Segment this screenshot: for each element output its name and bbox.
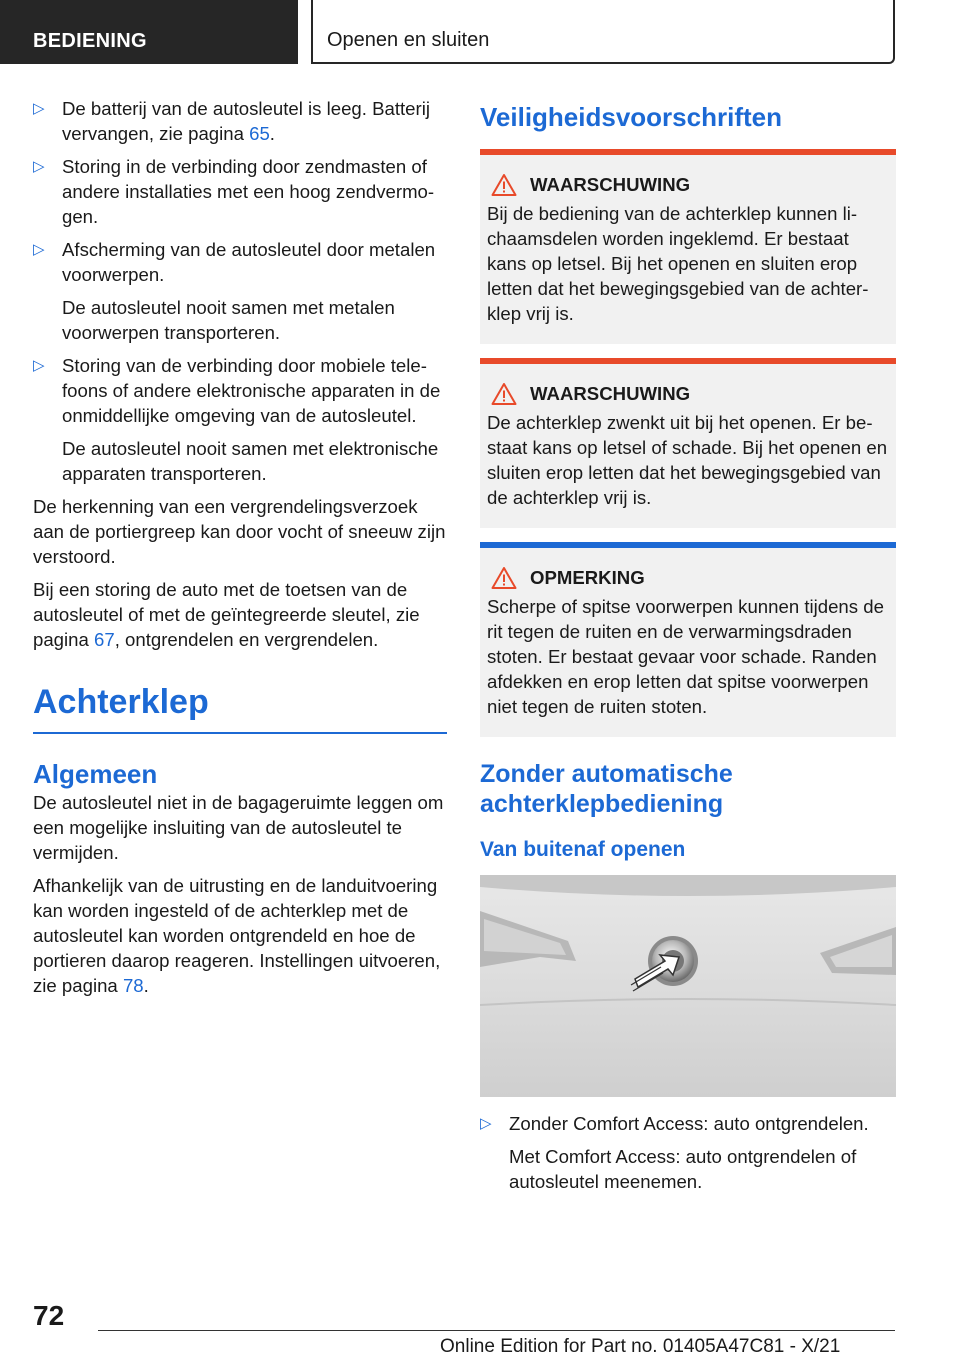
page-link-78[interactable]: 78 [122, 975, 144, 996]
footer-divider [98, 1330, 895, 1331]
right-column [480, 96, 896, 1202]
warning-notice [480, 358, 896, 528]
triangle-bullet-icon: ▷ [33, 100, 45, 117]
paragraph: Afhankelijk van de uitrusting en de landuitvoering kan worden ingesteld of de achterklep met de autosleutel kan worden ontgrendeld en hoe de portieren daarop reageren. Instellingen uitvoeren, zie pagina 78. [33, 875, 441, 996]
list-item: ▷ Afscherming van de autosleutel door metalen voorwerpen. De autosleutel nooit samen met metalen voorwerpen transporteren. [33, 237, 447, 345]
page-number: 72 [33, 1300, 65, 1331]
warning-triangle-icon [491, 566, 517, 590]
warning-triangle-icon [491, 173, 517, 197]
list-item: ▷ De batterij van de autosleutel is leeg. Batterij vervangen, zie pagina 65. [33, 98, 430, 144]
page-link-65[interactable]: 65 [249, 123, 270, 144]
triangle-bullet-icon: ▷ [33, 241, 45, 258]
paragraph: De herkenning van een vergrendelingsverzoek aan de portiergreep kan door vocht of sneeuw zijn verstoord. [33, 496, 446, 567]
page-link-67[interactable]: 67 [94, 629, 115, 650]
list-item: ▷ Storing in de verbinding door zendmasten of andere installaties met een hoog zendvermogen. [33, 156, 435, 227]
list-item-note: De autosleutel nooit samen met metalen voorwerpen transporteren. [62, 297, 395, 343]
chapter-title: Openen en sluiten [311, 0, 895, 64]
section-tab: BEDIENING [0, 0, 298, 64]
list-item-note: Met Comfort Access: auto ontgrendelen of autosleutel meenemen. [509, 1146, 857, 1192]
paragraph: Bij een storing de auto met de toetsen van de autosleutel of met de geïntegreerde sleutel, zie pagina 67, ontgrendelen en vergrendelen. [33, 579, 420, 650]
list-item: ▷ Zonder Comfort Access: auto ontgrendelen. Met Comfort Access: auto ontgrendelen of autosleutel meenemen. [480, 1111, 896, 1194]
edition-footer: Online Edition for Part no. 01405A47C81 - X/21 [440, 1336, 841, 1357]
subsection-heading-no-auto-tailgate: Zonder automatische achterklepbediening [480, 760, 733, 818]
section-heading-achterklep: Achterklep [33, 682, 447, 734]
tailgate-photo [480, 875, 896, 1097]
notice-text: De achterklep zwenkt uit bij het openen. Er bestaat kans op letsel of schade. Bij het openen en sluiten erop letten dat het bewegingsgebied van de achterklep vrij is. [487, 412, 888, 508]
paragraph: De autosleutel niet in de bagageruimte leggen om een mogelijke insluiting van de autosleutel te vermijden. [33, 792, 444, 863]
tailgate-illustration [480, 875, 896, 1097]
section-heading-safety: Veiligheidsvoorschriften [480, 102, 782, 132]
notice-title: WAARSCHUWING [530, 174, 691, 195]
notice-title: WAARSCHUWING [530, 383, 691, 404]
list-item: ▷ Storing van de verbinding door mobiele telefoons of andere elektronische apparaten in de onmiddellijke omgeving van de autosleutel. De autosleutel nooit samen met elektronische apparaten transporteren. [33, 353, 447, 486]
triangle-bullet-icon: ▷ [33, 357, 45, 374]
triangle-bullet-icon: ▷ [33, 158, 45, 175]
notice-title: OPMERKING [530, 567, 645, 588]
triangle-bullet-icon: ▷ [480, 1115, 492, 1132]
warning-notice [480, 149, 896, 344]
list-item-note: De autosleutel nooit samen met elektronische apparaten transporteren. [62, 438, 439, 484]
left-column [33, 96, 447, 1006]
notice-text: Bij de bediening van de achterklep kunnen lichaamsdelen worden ingeklemd. Er bestaat kans op letsel. Bij het openen en sluiten erop letten dat het bewegingsgebied van de achterklep vrij is. [487, 203, 869, 324]
subsection-heading-algemeen: Algemeen [33, 759, 158, 789]
notice-text: Scherpe of spitse voorwerpen kunnen tijdens de rit tegen de ruiten en de verwarmingsdraden stoten. Er bestaat gevaar voor schade. Randen afdekken en erop letten dat spitse voorwerpen niet tegen de ruiten stoten. [487, 596, 884, 717]
warning-triangle-icon [491, 382, 517, 406]
subsubsection-heading-open-outside: Van buitenaf openen [480, 838, 686, 861]
note-notice [480, 542, 896, 737]
